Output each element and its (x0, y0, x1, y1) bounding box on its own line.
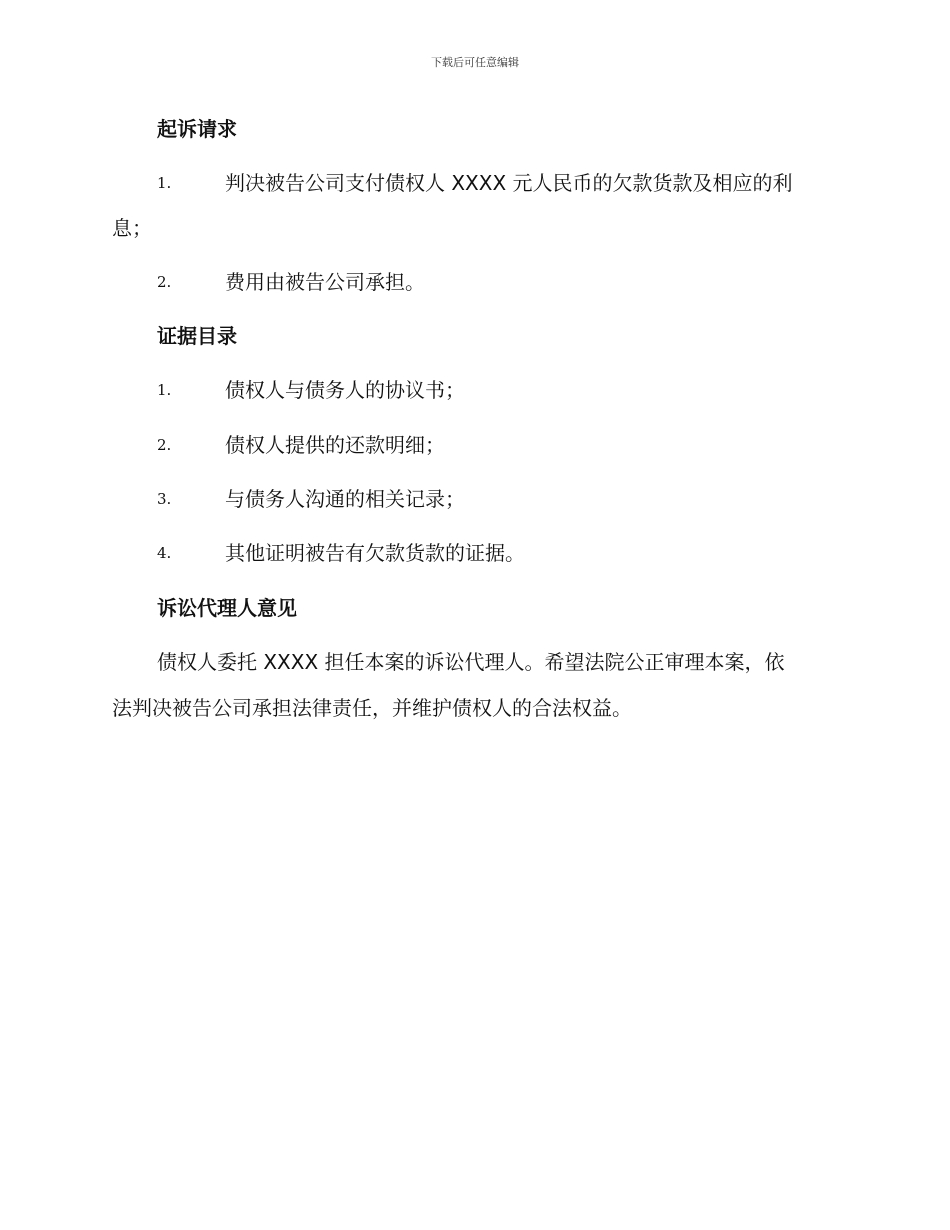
claim-item-text: 判决被告公司支付债权人 XXXX 元人民币的欠款货款及相应的利 (225, 171, 793, 195)
page-header: 下载后可任意编辑 (431, 56, 519, 69)
opinion-paragraph-line-2: 法判决被告公司承担法律责任，并维护债权人的合法权益。 (112, 696, 632, 720)
section-title-evidence: 证据目录 (157, 324, 237, 348)
claim-item-number: 2. (157, 273, 172, 291)
opinion-paragraph-line-1: 债权人委托 XXXX 担任本案的诉讼代理人。希望法院公正审理本案，依 (157, 650, 785, 674)
claim-item-text: 费用由被告公司承担。 (225, 270, 425, 294)
claim-item-1-continuation: 息； (112, 216, 152, 240)
evidence-item-number: 4. (157, 544, 172, 562)
section-title-claims: 起诉请求 (157, 117, 237, 141)
evidence-item-text: 与债务人沟通的相关记录； (225, 487, 465, 511)
section-title-opinion: 诉讼代理人意见 (157, 596, 297, 620)
evidence-item-number: 1. (157, 381, 172, 399)
evidence-item-text: 其他证明被告有欠款货款的证据。 (225, 541, 525, 565)
evidence-item-text: 债权人与债务人的协议书； (225, 378, 465, 402)
evidence-item-number: 2. (157, 436, 172, 454)
claim-item-number: 1. (157, 174, 172, 192)
evidence-item-text: 债权人提供的还款明细； (225, 433, 445, 457)
evidence-item-number: 3. (157, 490, 172, 508)
